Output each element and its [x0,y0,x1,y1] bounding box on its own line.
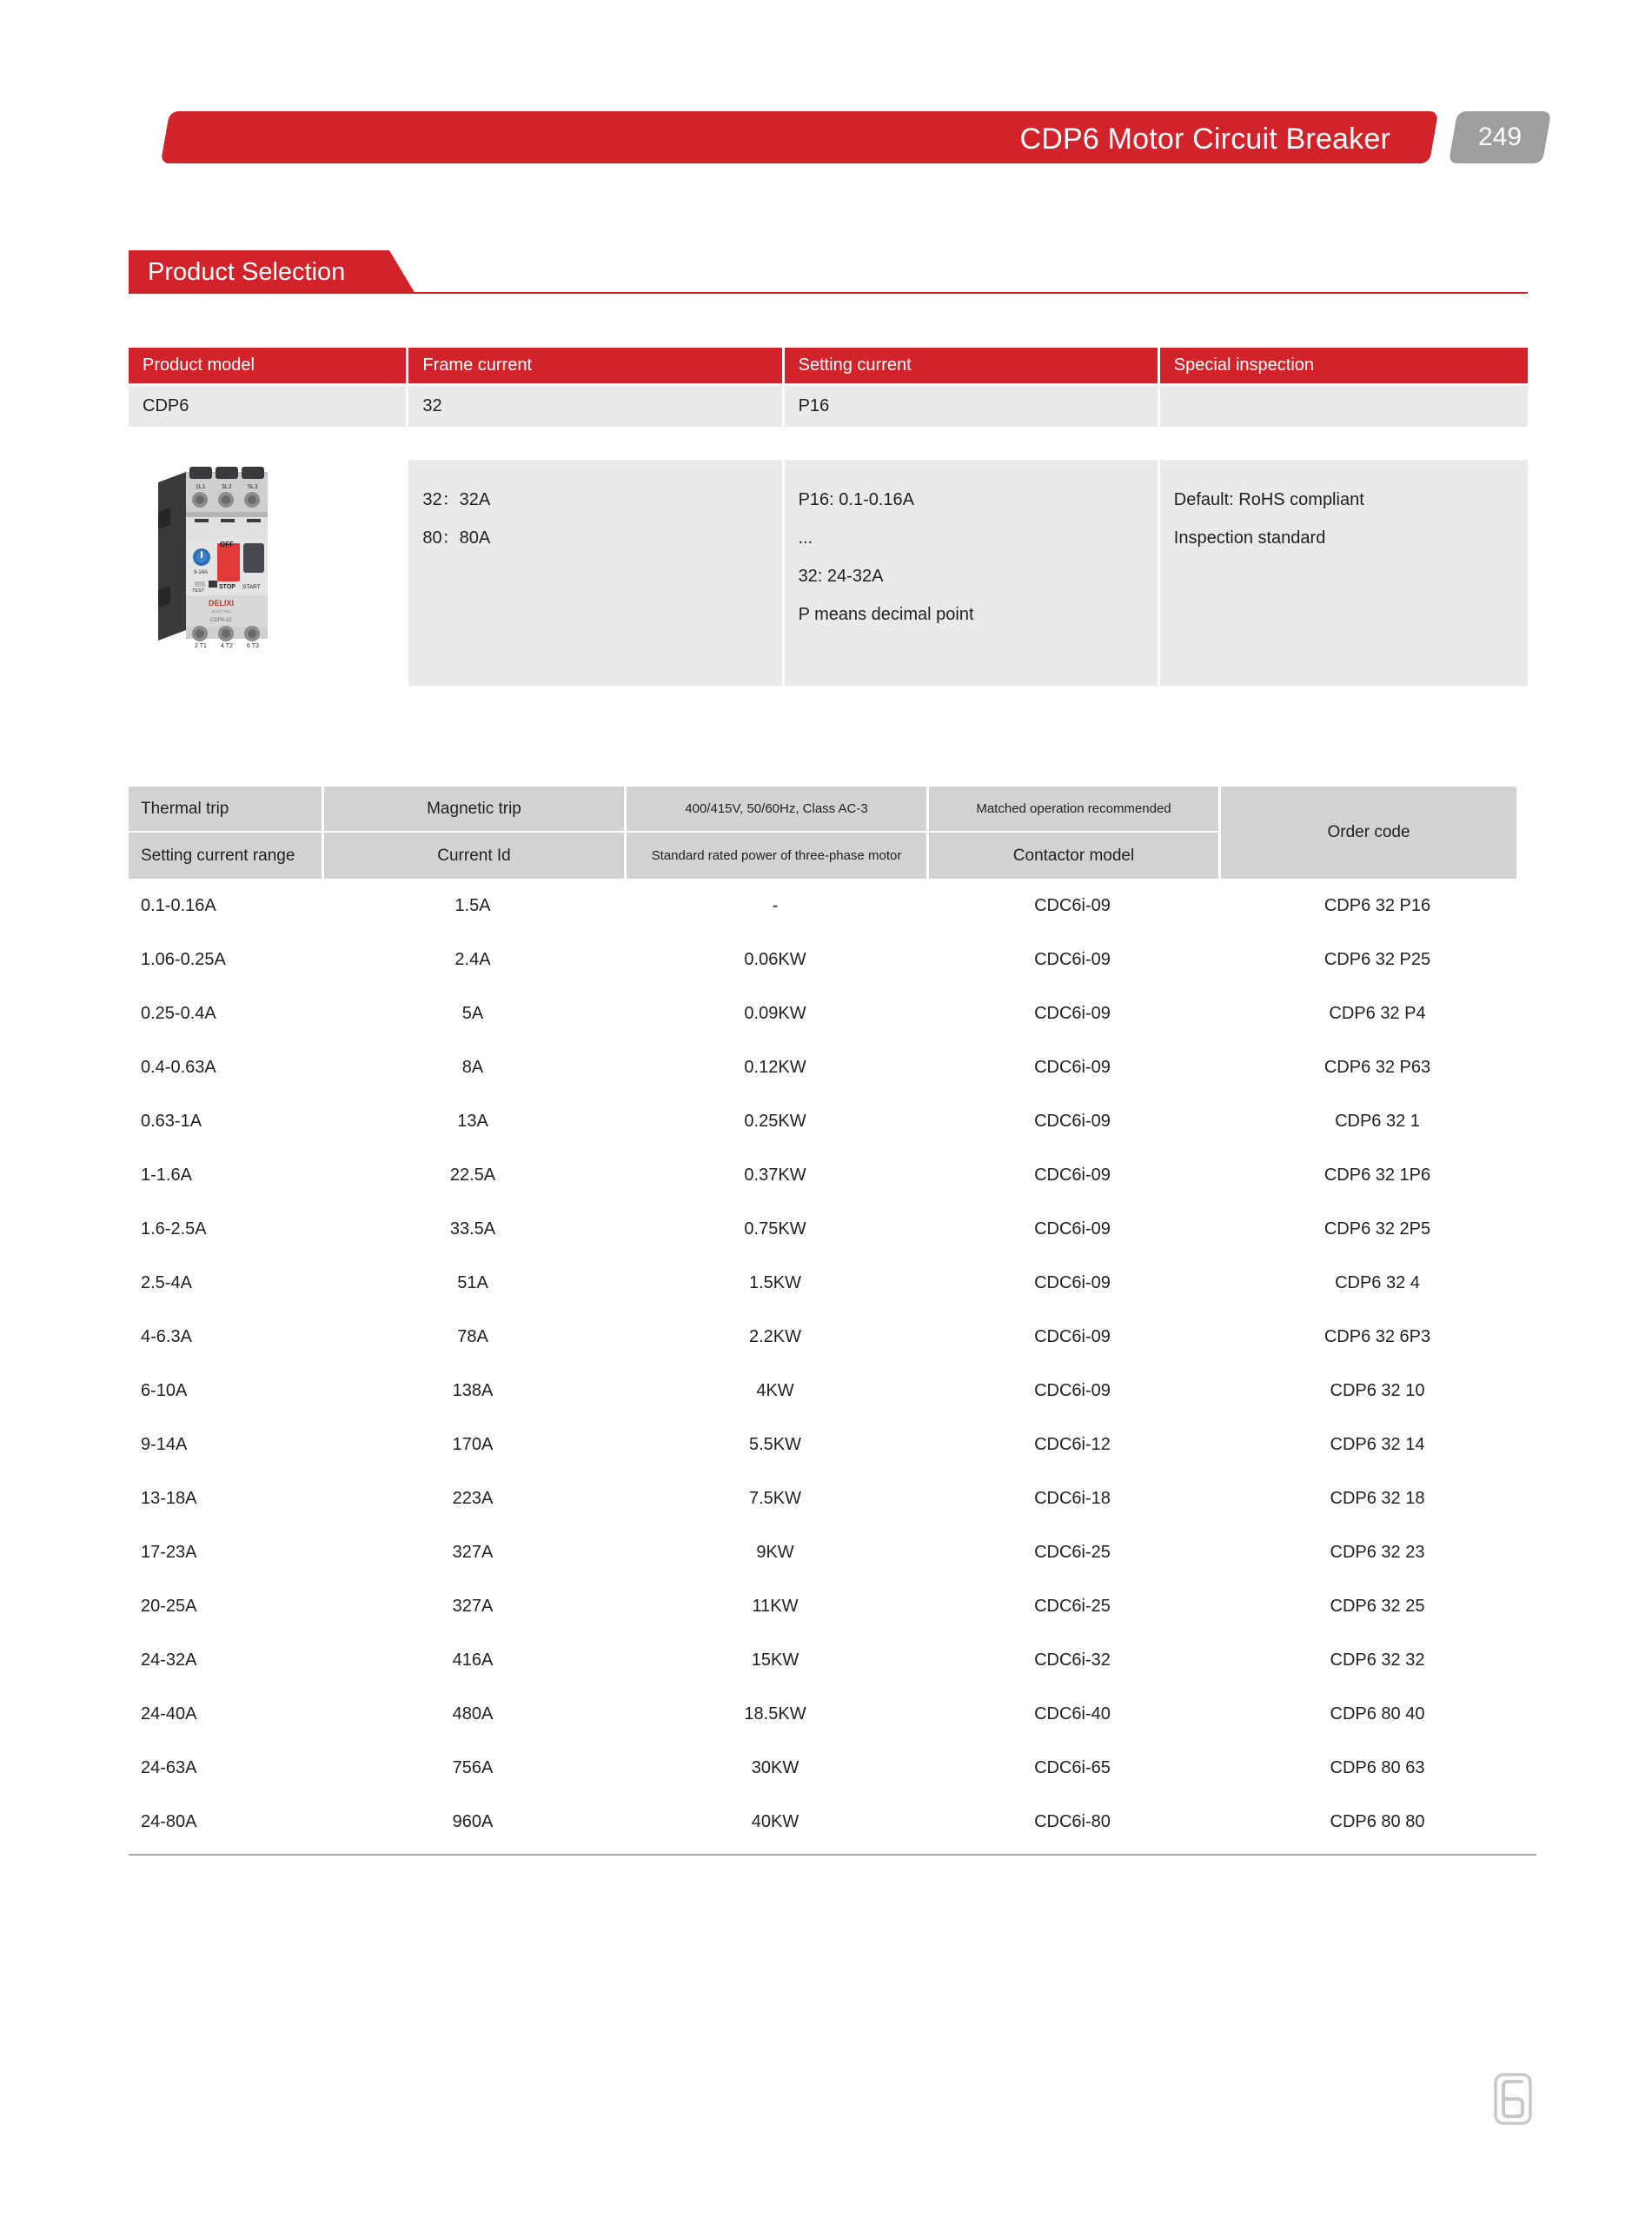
svg-text:DELIXI: DELIXI [209,599,235,608]
cell-rated-power: 11KW [752,1596,799,1616]
cell-order-code: CDP6 32 14 [1330,1434,1425,1454]
cell-current-id: 960A [452,1811,494,1831]
cell-current-id: 2.4A [454,949,491,969]
svg-text:CDP6-32: CDP6-32 [210,618,232,623]
cell-contactor-model: CDC6i-25 [1034,1542,1111,1562]
selection-value-product-model: CDP6 [129,386,406,427]
setting-current-detail-line: ... [798,528,813,548]
cell-contactor-model: CDC6i-65 [1034,1757,1111,1777]
spec-header-magnetic-trip: Magnetic trip [324,787,624,831]
selection-header-product-model: Product model [129,348,406,383]
selection-header-frame-current: Frame current [408,348,781,383]
cell-rated-power: 30KW [751,1757,799,1777]
cell-rated-power: 15KW [751,1650,799,1670]
selection-header-row [129,348,1528,383]
table-row [129,1148,1536,1202]
spec-subheader-setting-current-range: Setting current range [129,833,322,879]
cell-contactor-model: CDC6i-09 [1034,1057,1111,1077]
cell-rated-power: 1.5KW [748,1272,802,1292]
table-row [129,933,1536,986]
cell-order-code: CDP6 80 40 [1330,1704,1425,1724]
cell-setting-current-range: 6-10A [141,1380,188,1400]
page-title: CDP6 Motor Circuit Breaker [1019,123,1390,156]
cell-setting-current-range: 13-18A [141,1488,197,1508]
cell-order-code: CDP6 32 6P3 [1324,1326,1431,1346]
table-row [129,1310,1536,1364]
specification-table [129,787,1536,1856]
selection-value-special-inspection [1160,386,1528,427]
table-row [129,1741,1536,1795]
cell-setting-current-range: 24-80A [141,1811,197,1831]
cell-contactor-model: CDC6i-09 [1034,895,1111,915]
selection-detail-row [129,460,1528,686]
cell-contactor-model: CDC6i-12 [1034,1434,1111,1454]
cell-contactor-model: CDC6i-09 [1034,1326,1111,1346]
selection-header-special-inspection: Special inspection [1160,348,1528,383]
cell-setting-current-range: 17-23A [141,1542,197,1562]
section-divider-rule [411,292,1528,294]
cell-contactor-model: CDC6i-40 [1034,1704,1111,1724]
spec-table-header [129,787,1536,879]
selection-value-frame-current: 32 [408,386,781,427]
cell-contactor-model: CDC6i-25 [1034,1596,1111,1616]
spec-table-body [129,879,1536,1849]
cell-current-id: 78A [457,1326,488,1346]
cell-current-id: 138A [452,1380,494,1400]
product-image-cell [129,460,406,686]
table-row [129,1418,1536,1471]
setting-current-detail-line: 32: 24-32A [798,567,884,586]
cell-setting-current-range: 9-14A [141,1434,188,1454]
cell-rated-power: 5.5KW [748,1434,802,1454]
cell-setting-current-range: 2.5-4A [141,1272,192,1292]
cell-setting-current-range: 20-25A [141,1596,197,1616]
svg-text:ELECTRIC: ELECTRIC [212,609,232,614]
spec-header-matched-operation: Matched operation recommended [929,787,1218,831]
cell-rated-power: 0.06KW [744,949,806,969]
cell-contactor-model: CDC6i-09 [1034,1219,1111,1239]
cell-contactor-model: CDC6i-09 [1034,949,1111,969]
svg-text:OFF: OFF [220,541,234,548]
cell-setting-current-range: 24-32A [141,1650,197,1670]
table-row [129,1633,1536,1687]
cell-current-id: 223A [452,1488,494,1508]
cell-order-code: CDP6 32 25 [1330,1596,1425,1616]
cell-rated-power: 0.75KW [744,1219,806,1239]
special-inspection-detail [1160,460,1528,686]
footer-six-logo-icon [1493,2072,1533,2126]
page-header [0,0,1652,183]
svg-text:4 T2: 4 T2 [221,643,233,649]
setting-current-detail [785,460,1158,686]
cell-rated-power: 18.5KW [744,1704,806,1724]
table-row [129,1471,1536,1525]
cell-contactor-model: CDC6i-09 [1034,1165,1111,1185]
cell-order-code: CDP6 32 P4 [1329,1003,1426,1023]
table-row [129,1202,1536,1256]
product-selection-table [129,348,1528,427]
table-row [129,1364,1536,1418]
spec-subheader-current-id: Current Id [324,833,624,879]
cell-order-code: CDP6 32 4 [1335,1272,1420,1292]
table-row [129,1687,1536,1741]
selection-value-row [129,386,1528,427]
cell-rated-power: - [772,895,779,915]
cell-current-id: 51A [457,1272,488,1292]
cell-contactor-model: CDC6i-09 [1034,1003,1111,1023]
selection-header-setting-current: Setting current [785,348,1158,383]
cell-order-code: CDP6 32 1 [1335,1111,1420,1131]
svg-text:5L3: 5L3 [248,484,258,490]
spec-header-order-code: Order code [1221,787,1516,879]
cell-current-id: 13A [457,1111,488,1131]
svg-text:START: START [242,584,261,590]
svg-text:1L1: 1L1 [196,484,206,490]
svg-text:6 T3: 6 T3 [247,643,259,649]
cell-contactor-model: CDC6i-18 [1034,1488,1111,1508]
cell-setting-current-range: 4-6.3A [141,1326,192,1346]
cell-order-code: CDP6 32 P16 [1324,895,1431,915]
cell-current-id: 327A [452,1596,494,1616]
cell-contactor-model: CDC6i-09 [1034,1380,1111,1400]
cell-order-code: CDP6 32 23 [1330,1542,1425,1562]
cell-rated-power: 2.2KW [748,1326,802,1346]
svg-text:3L2: 3L2 [222,484,232,490]
cell-order-code: CDP6 32 32 [1330,1650,1425,1670]
cell-setting-current-range: 0.63-1A [141,1111,202,1131]
table-row [129,1579,1536,1633]
frame-current-detail-line: 80：80A [422,528,491,548]
cell-current-id: 8A [461,1057,484,1077]
cell-rated-power: 0.37KW [744,1165,806,1185]
cell-setting-current-range: 0.25-0.4A [141,1003,216,1023]
setting-current-detail-line: P16: 0.1-0.16A [798,490,914,509]
cell-current-id: 5A [461,1003,484,1023]
cell-rated-power: 40KW [751,1811,799,1831]
cell-order-code: CDP6 80 80 [1330,1811,1425,1831]
cell-order-code: CDP6 32 P25 [1324,949,1431,969]
cell-rated-power: 7.5KW [748,1488,802,1508]
cell-contactor-model: CDC6i-80 [1034,1811,1111,1831]
table-row [129,1256,1536,1310]
cell-setting-current-range: 0.1-0.16A [141,895,216,915]
cell-order-code: CDP6 80 63 [1330,1757,1425,1777]
cell-contactor-model: CDC6i-32 [1034,1650,1111,1670]
cell-current-id: 480A [452,1704,494,1724]
table-row [129,879,1536,933]
cell-setting-current-range: 1.06-0.25A [141,949,226,969]
spec-header-voltage-class: 400/415V, 50/60Hz, Class AC-3 [627,787,926,831]
table-row [129,1094,1536,1148]
cell-setting-current-range: 1.6-2.5A [141,1219,207,1239]
svg-text:STOP: STOP [219,584,236,590]
selection-value-setting-current: P16 [785,386,1158,427]
cell-setting-current-range: 24-63A [141,1757,197,1777]
cell-order-code: CDP6 32 2P5 [1324,1219,1431,1239]
svg-text:TEST: TEST [192,588,205,594]
cell-order-code: CDP6 32 18 [1330,1488,1425,1508]
special-inspection-detail-line: Default: RoHS compliant [1173,490,1364,509]
cell-contactor-model: CDC6i-09 [1034,1111,1111,1131]
cell-setting-current-range: 1-1.6A [141,1165,192,1185]
section-title: Product Selection [148,258,346,286]
cell-order-code: CDP6 32 10 [1330,1380,1425,1400]
frame-current-detail [408,460,781,686]
cell-setting-current-range: 0.4-0.63A [141,1057,216,1077]
cell-current-id: 170A [452,1434,494,1454]
cell-current-id: 1.5A [454,895,491,915]
cell-current-id: 416A [452,1650,494,1670]
cell-current-id: 327A [452,1542,494,1562]
section-header [129,250,1528,301]
spec-header-thermal-trip: Thermal trip [129,787,322,831]
cell-current-id: 33.5A [449,1219,496,1239]
cell-contactor-model: CDC6i-09 [1034,1272,1111,1292]
svg-text:2 T1: 2 T1 [195,643,207,649]
cell-rated-power: 4KW [756,1380,794,1400]
spec-table-bottom-rule [129,1854,1536,1856]
cell-current-id: 756A [452,1757,494,1777]
spec-subheader-contactor-model: Contactor model [929,833,1218,879]
cell-rated-power: 0.12KW [744,1057,806,1077]
table-row [129,1795,1536,1849]
cell-rated-power: 0.25KW [744,1111,806,1131]
page-number-label: 249 [1477,123,1523,151]
cell-setting-current-range: 24-40A [141,1704,197,1724]
setting-current-detail-line: P means decimal point [798,605,974,624]
cell-rated-power: 9KW [756,1542,794,1562]
cell-current-id: 22.5A [449,1165,496,1185]
table-row [129,1040,1536,1094]
svg-text:9-14A: 9-14A [194,570,209,575]
table-row [129,986,1536,1040]
table-row [129,1525,1536,1579]
cell-order-code: CDP6 32 1P6 [1324,1165,1431,1185]
special-inspection-detail-line: Inspection standard [1173,528,1326,548]
spec-subheader-rated-power: Standard rated power of three-phase motor [627,833,926,879]
cell-order-code: CDP6 32 P63 [1324,1057,1431,1077]
frame-current-detail-line: 32：32A [422,490,491,509]
cell-rated-power: 0.09KW [744,1003,806,1023]
circuit-breaker-image [146,460,302,651]
